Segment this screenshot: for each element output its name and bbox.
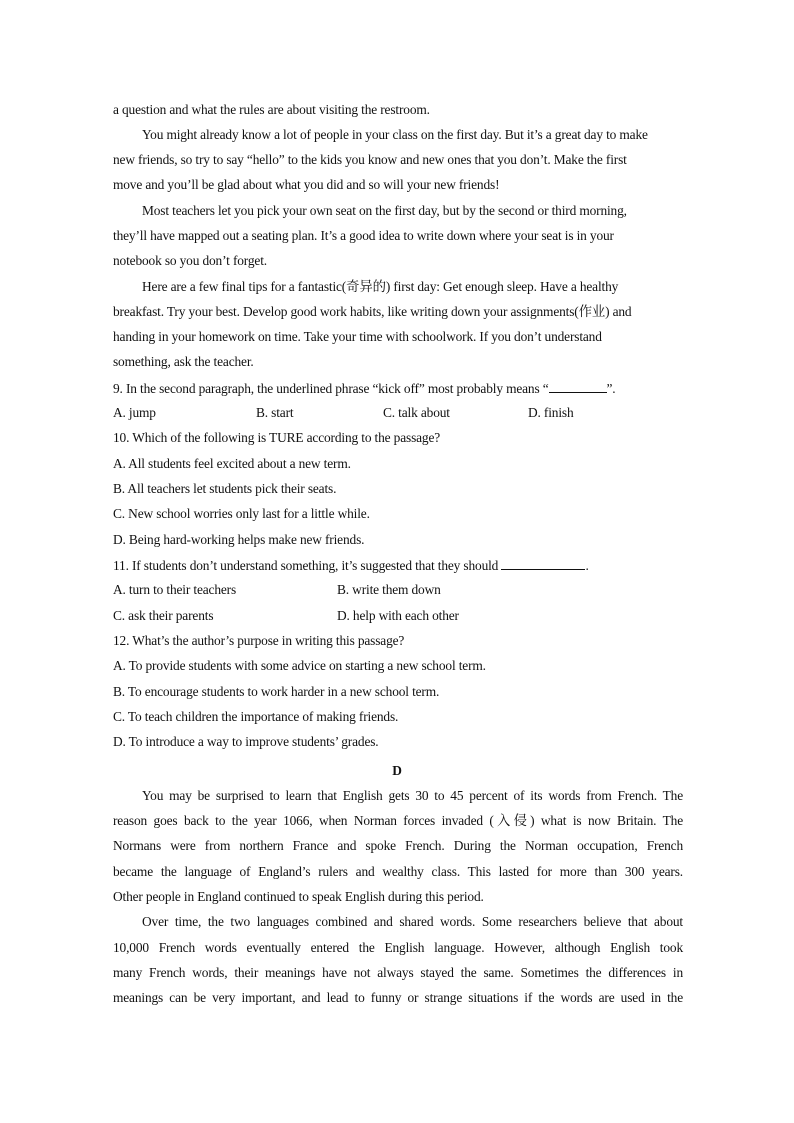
question-10-option-c: C. New school worries only last for a little while.: [113, 506, 370, 521]
passage-c-line: Here are a few final tips for a fantastic(奇异的) first day: Get enough sleep. Have a healthy: [142, 279, 619, 294]
passage-c-line: You might already know a lot of people in your class on the first day. But it’s a great day to make: [142, 127, 648, 142]
passage-c-line: handing in your homework on time. Take your time with schoolwork. If you don’t understand: [113, 329, 602, 344]
passage-c-line: notebook so you don’t forget.: [113, 253, 267, 268]
passage-c-line: breakfast. Try your best. Develop good work habits, like writing down your assignments(作业) and: [113, 304, 632, 319]
question-12-option-c: C. To teach children the importance of making friends.: [113, 709, 399, 724]
question-12-option-a: A. To provide students with some advice on starting a new school term.: [113, 658, 486, 673]
passage-c-line: new friends, so try to say “hello” to the kids you know and new ones that you don’t. Make the first: [113, 152, 627, 167]
question-11-text: 11. If students don’t understand something, it’s suggested that they should: [113, 558, 499, 573]
question-11-option-d: D. help with each other: [337, 608, 459, 623]
passage-d-heading: D: [392, 763, 402, 778]
passage-c-line: Most teachers let you pick your own seat on the first day, but by the second or third morning,: [142, 203, 627, 218]
question-10-option-d: D. Being hard-working helps make new friends.: [113, 532, 365, 547]
question-10-option-a: A. All students feel excited about a new term.: [113, 456, 351, 471]
passage-d-line: became the language of England’s rulers and wealthy class. This lasted for more than 300 years.: [113, 864, 683, 879]
question-11-option-b: B. write them down: [337, 582, 441, 597]
passage-d-line: You may be surprised to learn that English gets 30 to 45 percent of its words from French. The: [142, 788, 683, 803]
question-12-stem: 12. What’s the author’s purpose in writing this passage?: [113, 633, 405, 648]
question-9-stem: [113, 379, 683, 398]
passage-c-line: they’ll have mapped out a seating plan. It’s a good idea to write down where your seat is in your: [113, 228, 614, 243]
passage-d-line: Normans were from northern France and spoke French. During the Norman occupation, French: [113, 838, 683, 853]
question-12-option-d: D. To introduce a way to improve students’ grades.: [113, 734, 379, 749]
question-9-text-end: ”.: [606, 381, 616, 396]
question-12-option-b: B. To encourage students to work harder in a new school term.: [113, 684, 440, 699]
answer-blank[interactable]: [501, 556, 585, 570]
passage-d-line: many French words, their meanings have not always stayed the same. Sometimes the differences in: [113, 965, 683, 980]
passage-d-line: meanings can be very important, and lead to funny or strange situations if the words are used in the: [113, 990, 683, 1005]
passage-c-line: move and you’ll be glad about what you did and so will your new friends!: [113, 177, 500, 192]
question-11-option-a: A. turn to their teachers: [113, 582, 237, 597]
passage-c-line: something, ask the teacher.: [113, 354, 254, 369]
passage-d-line: reason goes back to the year 1066, when Norman forces invaded (入侵) what is now Britain. The: [113, 813, 683, 828]
question-10-option-b: B. All teachers let students pick their seats.: [113, 481, 337, 496]
passage-d-line: Over time, the two languages combined and shared words. Some researchers believe that about: [142, 914, 683, 929]
answer-blank[interactable]: [549, 379, 607, 393]
question-9-text: 9. In the second paragraph, the underlined phrase “kick off” most probably means “: [113, 381, 549, 396]
question-9-option-b: B. start: [256, 405, 294, 420]
question-11-stem: [113, 556, 683, 575]
question-11-option-c: C. ask their parents: [113, 608, 214, 623]
question-9-option-d: D. finish: [528, 405, 574, 420]
question-9-option-c: C. talk about: [383, 405, 450, 420]
question-9-option-a: A. jump: [113, 405, 156, 420]
passage-c-line: a question and what the rules are about visiting the restroom.: [113, 102, 430, 117]
question-10-stem: 10. Which of the following is TURE according to the passage?: [113, 430, 441, 445]
passage-d-line: 10,000 French words eventually entered the English language. However, although English took: [113, 940, 683, 955]
passage-d-line: Other people in England continued to speak English during this period.: [113, 889, 484, 904]
question-11-text-end: .: [585, 558, 589, 573]
